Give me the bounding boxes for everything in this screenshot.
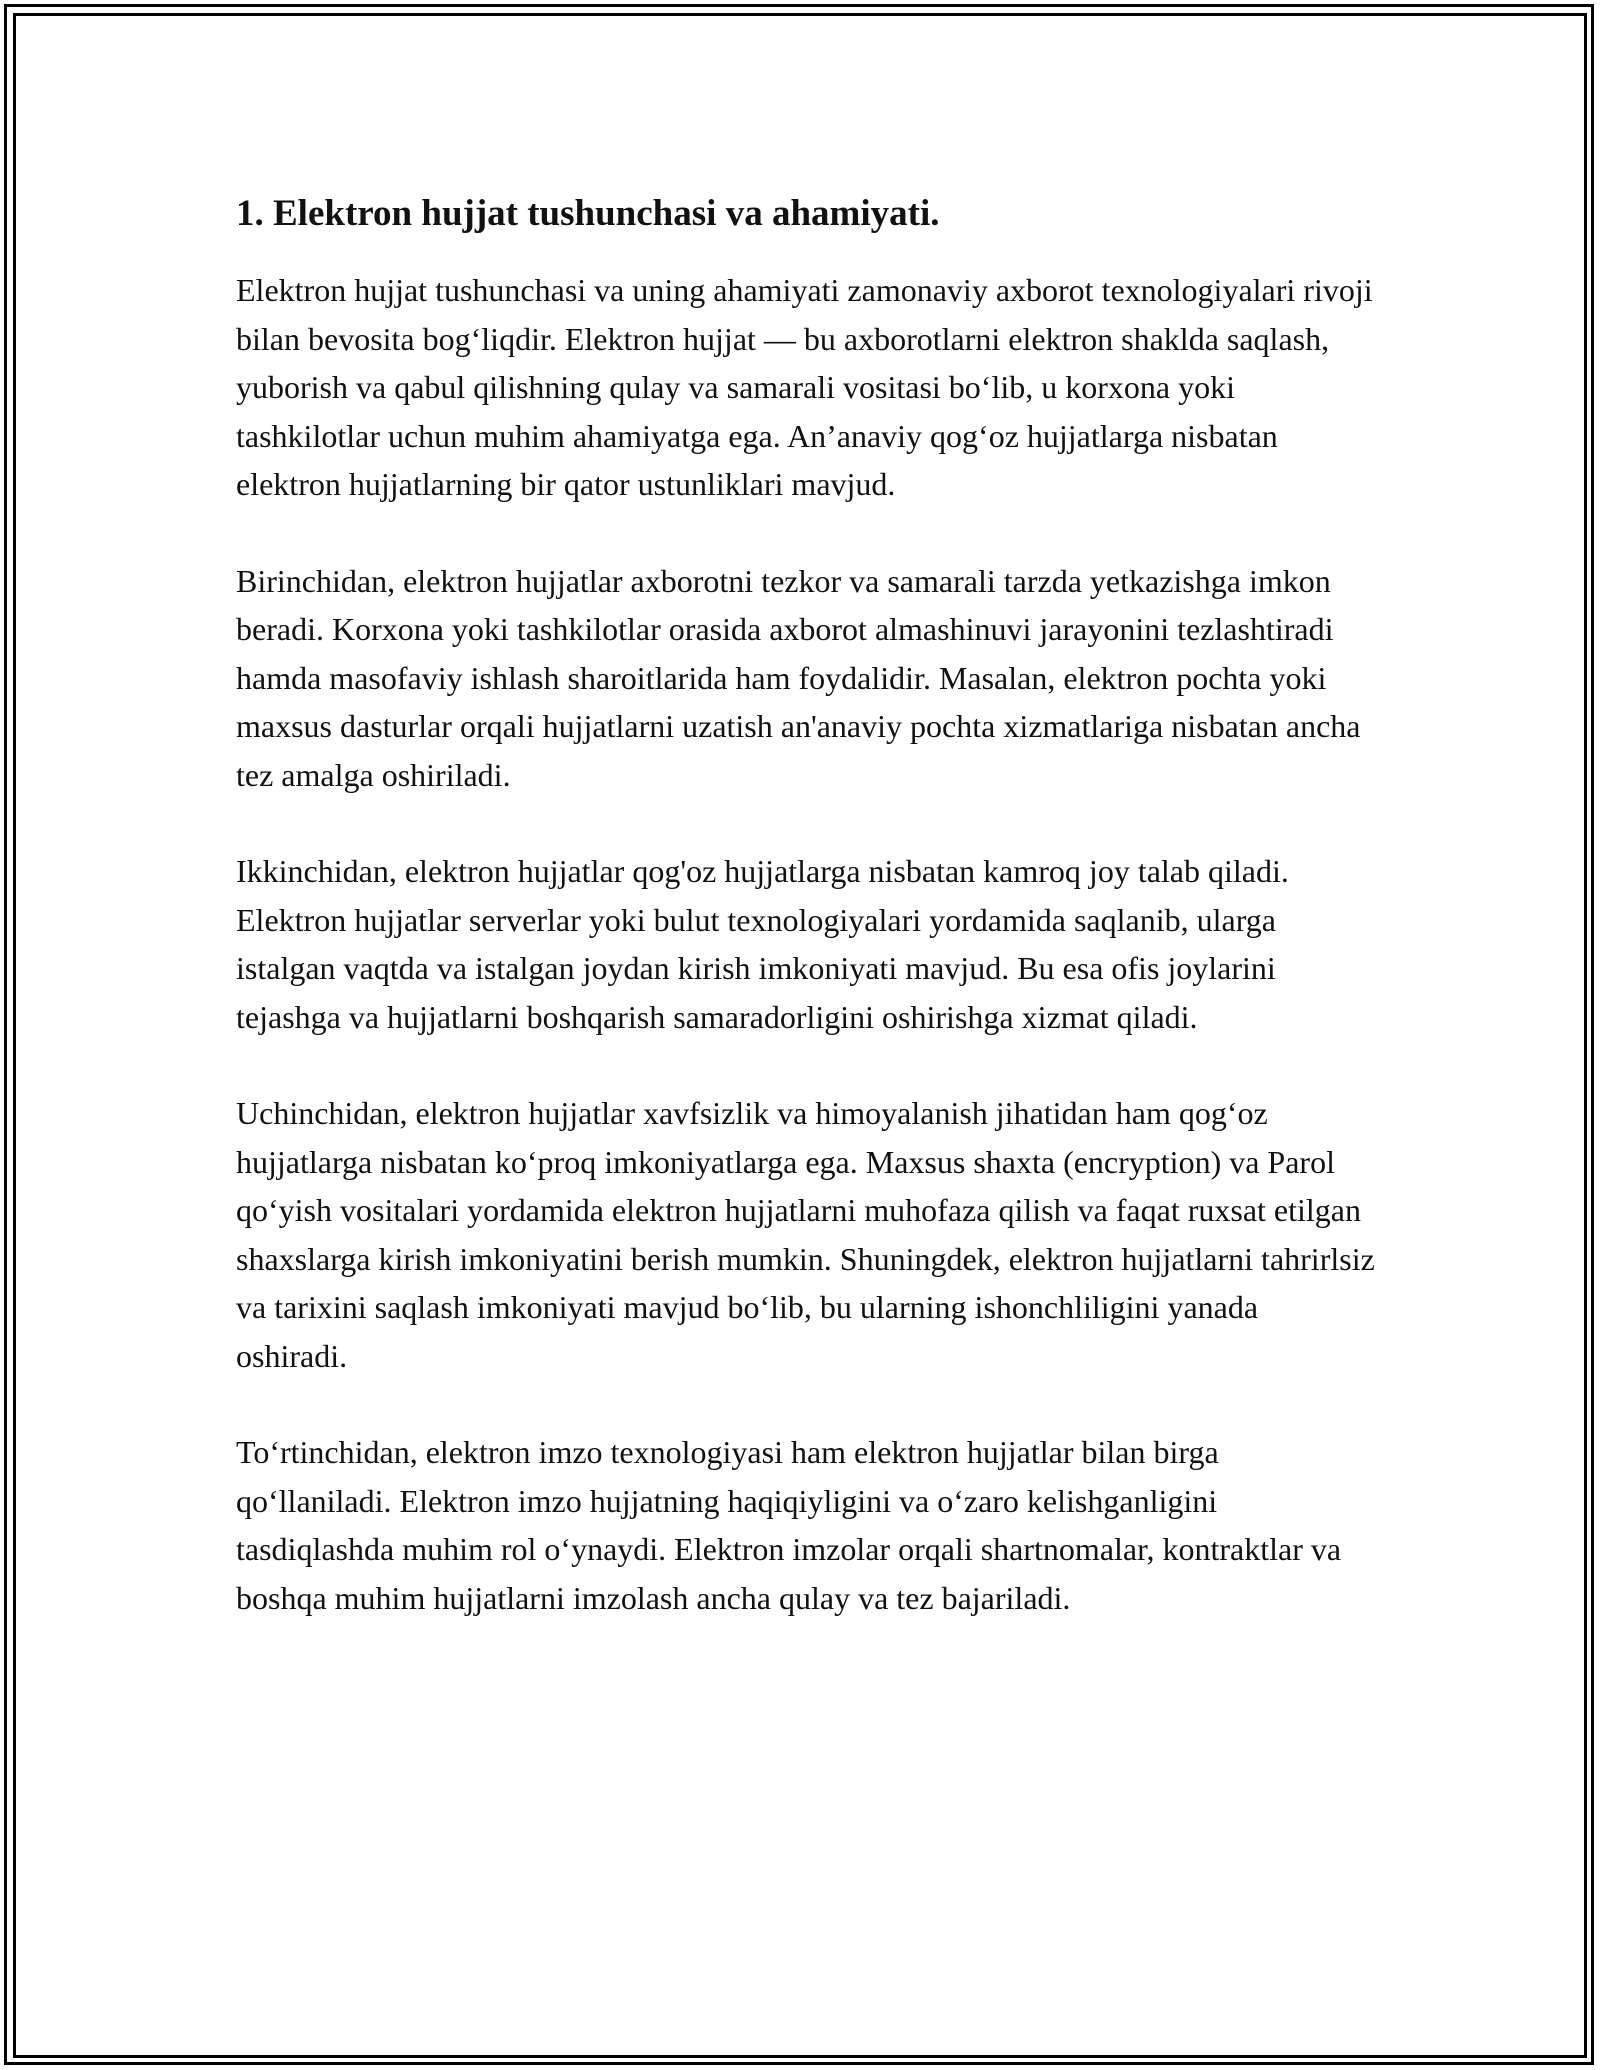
- section-heading: 1. Elektron hujjat tushunchasi va ahamiyati.: [236, 193, 940, 234]
- document-body: [236, 186, 1376, 1670]
- paragraph-intro: Elektron hujjat tushunchasi va uning ahamiyati zamonaviy axborot texnologiyalari rivoji bilan bevosita bog‘liqdir. Elektron hujjat — bu axborotlarni elektron shaklda saqlash, yuborish va qabul qilishning qulay va samarali vositasi bo‘lib, u korxona yoki tashkilotlar uchun muhim ahamiyatga ega. An’anaviy qog‘oz hujjatlarga nisbatan elektron hujjatlarning bir qator ustunliklari mavjud.: [236, 272, 1373, 502]
- paragraph-fourth: To‘rtinchidan, elektron imzo texnologiyasi ham elektron hujjatlar bilan birga qo‘llaniladi. Elektron imzo hujjatning haqiqiyligini va o‘zaro kelishganligini tasdiqlashda muhim rol o‘ynaydi. Elektron imzolar orqali shartnomalar, kontraktlar va boshqa muhim hujjatlarni imzolash ancha qulay va tez bajariladi.: [236, 1434, 1342, 1616]
- paragraph-second: Ikkinchidan, elektron hujjatlar qog'oz hujjatlarga nisbatan kamroq joy talab qiladi. Elektron hujjatlar serverlar yoki bulut texnologiyalari yordamida saqlanib, ularga istalgan vaqtda va istalgan joydan kirish imkoniyati mavjud. Bu esa ofis joylarini tejashga va hujjatlarni boshqarish samaradorligini oshirishga xizmat qiladi.: [236, 853, 1289, 1035]
- paragraph-first: Birinchidan, elektron hujjatlar axborotni tezkor va samarali tarzda yetkazishga imkon beradi. Korxona yoki tashkilotlar orasida axborot almashinuvi jarayonini tezlashtiradi hamda masofaviy ishlash sharoitlarida ham foydalidir. Masalan, elektron pochta yoki maxsus dasturlar orqali hujjatlarni uzatish an'anaviy pochta xizmatlariga nisbatan ancha tez amalga oshiriladi.: [236, 562, 1361, 793]
- paragraph-third: Uchinchidan, elektron hujjatlar xavfsizlik va himoyalanish jihatidan ham qog‘oz hujjatlarga nisbatan ko‘proq imkoniyatlarga ega. Maxsus shaxta (encryption) va Parol qo‘yish vositalari yordamida elektron hujjatlarni muhofaza qilish va faqat ruxsat etilgan shaxslarga kirish imkoniyatini berish mumkin. Shuningdek, elektron hujjatlarni tahrirlsiz va tarixini saqlash imkoniyati mavjud bo‘lib, bu ularning ishonchliligini yanada oshiradi.: [236, 1095, 1375, 1374]
